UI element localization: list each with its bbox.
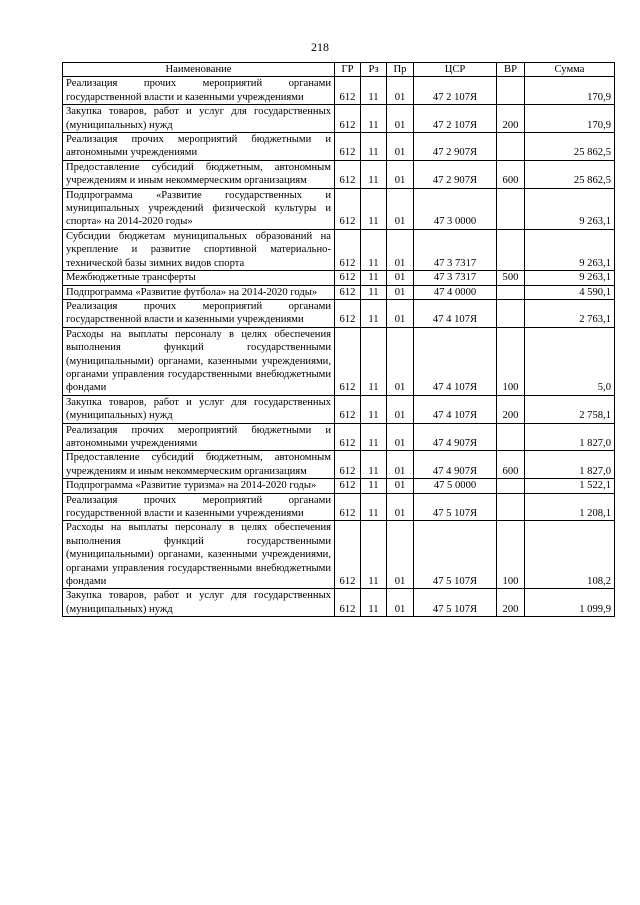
table-row	[63, 327, 615, 395]
cell-pr: 01	[387, 188, 414, 229]
cell-vr	[497, 77, 525, 105]
cell-csr: 47 3 7317	[414, 229, 497, 270]
cell-vr	[497, 423, 525, 451]
cell-gr: 612	[335, 395, 361, 423]
cell-name: Подпрограмма «Развитие туризма» на 2014-2020 годы»	[63, 479, 335, 493]
header-gr: ГР	[335, 63, 361, 77]
cell-rz: 11	[361, 423, 387, 451]
cell-vr	[497, 229, 525, 270]
table-row	[63, 271, 615, 285]
cell-vr: 200	[497, 395, 525, 423]
cell-sum: 25 862,5	[525, 133, 615, 161]
cell-vr	[497, 188, 525, 229]
cell-csr: 47 5 107Я	[414, 521, 497, 589]
cell-pr: 01	[387, 105, 414, 133]
cell-gr: 612	[335, 493, 361, 521]
cell-csr: 47 4 107Я	[414, 327, 497, 395]
cell-name: Реализация прочих мероприятий бюджетными и автономными учреждениями	[63, 133, 335, 161]
cell-csr: 47 4 107Я	[414, 395, 497, 423]
cell-gr: 612	[335, 479, 361, 493]
cell-pr: 01	[387, 160, 414, 188]
cell-pr: 01	[387, 521, 414, 589]
cell-rz: 11	[361, 479, 387, 493]
cell-gr: 612	[335, 105, 361, 133]
cell-rz: 11	[361, 589, 387, 617]
cell-name: Закупка товаров, работ и услуг для государственных (муниципальных) нужд	[63, 105, 335, 133]
cell-sum: 9 263,1	[525, 188, 615, 229]
cell-pr: 01	[387, 493, 414, 521]
cell-vr	[497, 285, 525, 299]
table-row	[63, 493, 615, 521]
cell-gr: 612	[335, 451, 361, 479]
cell-vr: 100	[497, 521, 525, 589]
table-row	[63, 77, 615, 105]
cell-sum: 170,9	[525, 105, 615, 133]
cell-csr: 47 2 107Я	[414, 105, 497, 133]
cell-vr: 200	[497, 589, 525, 617]
cell-rz: 11	[361, 285, 387, 299]
cell-pr: 01	[387, 229, 414, 270]
cell-sum: 2 763,1	[525, 299, 615, 327]
cell-sum: 1 827,0	[525, 423, 615, 451]
cell-sum: 2 758,1	[525, 395, 615, 423]
cell-sum: 9 263,1	[525, 229, 615, 270]
cell-rz: 11	[361, 77, 387, 105]
cell-csr: 47 3 0000	[414, 188, 497, 229]
cell-gr: 612	[335, 285, 361, 299]
cell-gr: 612	[335, 521, 361, 589]
cell-pr: 01	[387, 133, 414, 161]
cell-pr: 01	[387, 299, 414, 327]
cell-gr: 612	[335, 327, 361, 395]
table-row	[63, 395, 615, 423]
header-rz: Рз	[361, 63, 387, 77]
cell-vr: 600	[497, 160, 525, 188]
cell-pr: 01	[387, 451, 414, 479]
cell-name: Подпрограмма «Развитие государственных и муниципальных учреждений физической культуры и спорта» на 2014-2020 годы»	[63, 188, 335, 229]
cell-pr: 01	[387, 589, 414, 617]
cell-sum: 4 590,1	[525, 285, 615, 299]
cell-name: Реализация прочих мероприятий бюджетными и автономными учреждениями	[63, 423, 335, 451]
table-row	[63, 521, 615, 589]
cell-vr	[497, 493, 525, 521]
cell-name: Реализация прочих мероприятий органами государственной власти и казенными учреждениями	[63, 299, 335, 327]
cell-sum: 9 263,1	[525, 271, 615, 285]
cell-gr: 612	[335, 589, 361, 617]
cell-pr: 01	[387, 327, 414, 395]
cell-vr	[497, 479, 525, 493]
header-csr: ЦСР	[414, 63, 497, 77]
cell-rz: 11	[361, 188, 387, 229]
cell-name: Реализация прочих мероприятий органами государственной власти и казенными учреждениями	[63, 493, 335, 521]
cell-rz: 11	[361, 451, 387, 479]
cell-sum: 1 099,9	[525, 589, 615, 617]
cell-pr: 01	[387, 285, 414, 299]
cell-rz: 11	[361, 327, 387, 395]
cell-csr: 47 4 0000	[414, 285, 497, 299]
cell-csr: 47 5 107Я	[414, 589, 497, 617]
cell-rz: 11	[361, 271, 387, 285]
cell-sum: 170,9	[525, 77, 615, 105]
cell-gr: 612	[335, 271, 361, 285]
cell-csr: 47 2 907Я	[414, 160, 497, 188]
table-row	[63, 133, 615, 161]
cell-rz: 11	[361, 133, 387, 161]
table-row	[63, 589, 615, 617]
cell-vr: 100	[497, 327, 525, 395]
cell-name: Закупка товаров, работ и услуг для государственных (муниципальных) нужд	[63, 395, 335, 423]
cell-csr: 47 2 907Я	[414, 133, 497, 161]
table-row	[63, 105, 615, 133]
cell-name: Закупка товаров, работ и услуг для государственных (муниципальных) нужд	[63, 589, 335, 617]
cell-name: Предоставление субсидий бюджетным, автономным учреждениям и иным некоммерческим организациям	[63, 160, 335, 188]
cell-name: Реализация прочих мероприятий органами государственной власти и казенными учреждениями	[63, 77, 335, 105]
cell-rz: 11	[361, 395, 387, 423]
cell-name: Межбюджетные трансферты	[63, 271, 335, 285]
table-row	[63, 451, 615, 479]
cell-name: Расходы на выплаты персоналу в целях обеспечения выполнения функций государственными (муниципальными) органами, казенными учреждениями, органами управления государственными внебюджетными фондами	[63, 327, 335, 395]
cell-gr: 612	[335, 133, 361, 161]
cell-pr: 01	[387, 423, 414, 451]
table-row	[63, 423, 615, 451]
cell-csr: 47 4 107Я	[414, 299, 497, 327]
cell-pr: 01	[387, 479, 414, 493]
cell-gr: 612	[335, 77, 361, 105]
page-number: 218	[311, 40, 329, 54]
table-row	[63, 229, 615, 270]
cell-gr: 612	[335, 188, 361, 229]
header-name: Наименование	[63, 63, 335, 77]
cell-name: Субсидии бюджетам муниципальных образований на укрепление и развитие спортивной материально-технической базы зимних видов спорта	[63, 229, 335, 270]
cell-vr: 500	[497, 271, 525, 285]
cell-vr: 600	[497, 451, 525, 479]
cell-gr: 612	[335, 423, 361, 451]
cell-vr: 200	[497, 105, 525, 133]
table-header-row	[63, 63, 615, 77]
cell-vr	[497, 133, 525, 161]
header-sum: Сумма	[525, 63, 615, 77]
cell-name: Расходы на выплаты персоналу в целях обеспечения выполнения функций государственными (муниципальными) органами, казенными учреждениями, органами управления государственными внебюджетными фондами	[63, 521, 335, 589]
cell-gr: 612	[335, 160, 361, 188]
header-vr: ВР	[497, 63, 525, 77]
cell-vr	[497, 299, 525, 327]
budget-table	[62, 62, 615, 617]
cell-csr: 47 5 107Я	[414, 493, 497, 521]
cell-name: Подпрограмма «Развитие футбола» на 2014-2020 годы»	[63, 285, 335, 299]
cell-csr: 47 4 907Я	[414, 451, 497, 479]
cell-pr: 01	[387, 395, 414, 423]
cell-sum: 108,2	[525, 521, 615, 589]
cell-csr: 47 2 107Я	[414, 77, 497, 105]
cell-sum: 1 827,0	[525, 451, 615, 479]
table-row	[63, 479, 615, 493]
cell-sum: 1 522,1	[525, 479, 615, 493]
cell-rz: 11	[361, 493, 387, 521]
cell-gr: 612	[335, 299, 361, 327]
cell-csr: 47 4 907Я	[414, 423, 497, 451]
table-row	[63, 285, 615, 299]
cell-csr: 47 5 0000	[414, 479, 497, 493]
cell-rz: 11	[361, 229, 387, 270]
cell-csr: 47 3 7317	[414, 271, 497, 285]
cell-rz: 11	[361, 105, 387, 133]
cell-rz: 11	[361, 160, 387, 188]
cell-gr: 612	[335, 229, 361, 270]
cell-rz: 11	[361, 521, 387, 589]
cell-sum: 1 208,1	[525, 493, 615, 521]
cell-pr: 01	[387, 77, 414, 105]
cell-rz: 11	[361, 299, 387, 327]
table-row	[63, 160, 615, 188]
table-row	[63, 188, 615, 229]
cell-sum: 25 862,5	[525, 160, 615, 188]
header-pr: Пр	[387, 63, 414, 77]
cell-name: Предоставление субсидий бюджетным, автономным учреждениям и иным некоммерческим организациям	[63, 451, 335, 479]
cell-pr: 01	[387, 271, 414, 285]
cell-sum: 5,0	[525, 327, 615, 395]
table-row	[63, 299, 615, 327]
